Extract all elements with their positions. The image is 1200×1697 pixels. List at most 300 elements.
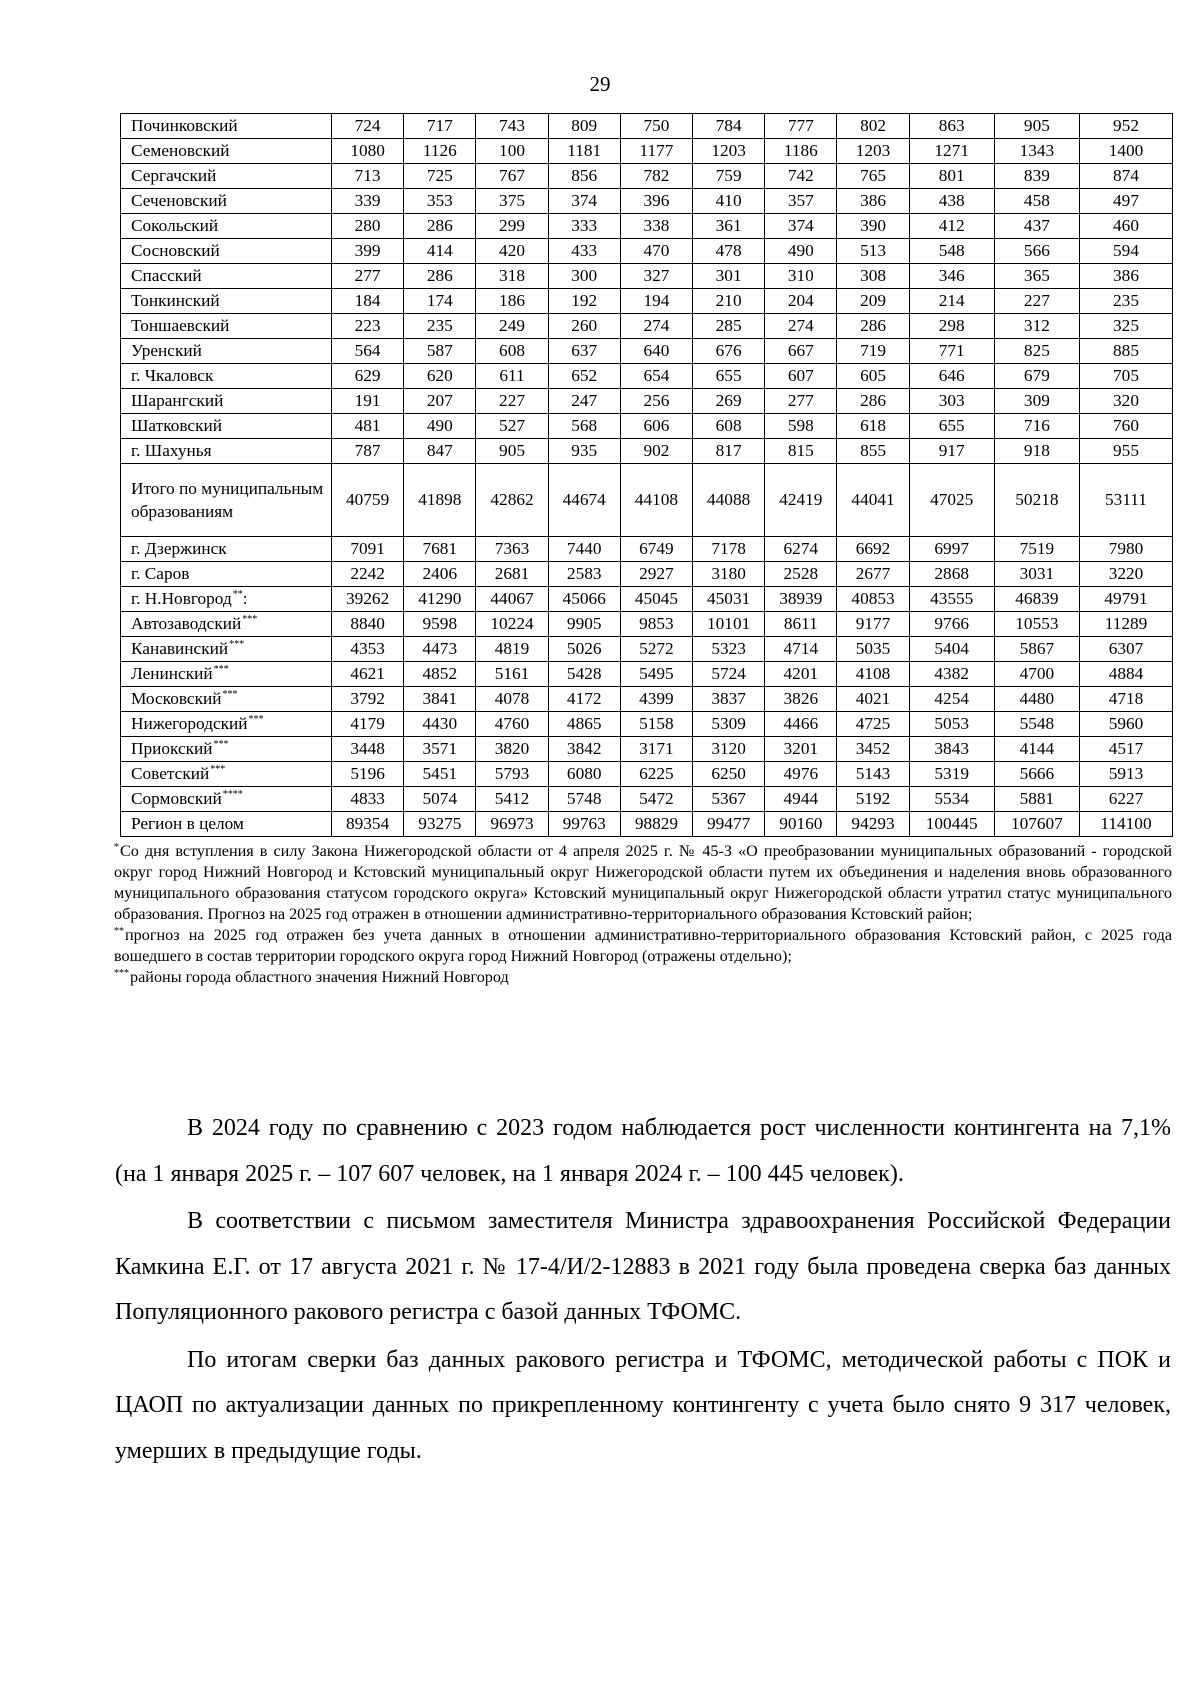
table-cell: 99763 [548,812,620,837]
footnote-mark: *** [210,764,226,775]
table-cell: 223 [332,314,404,339]
table-cell: 49791 [1080,587,1173,612]
table-cell: 4108 [837,662,909,687]
table-cell: 6749 [620,537,692,562]
row-label [121,439,332,464]
row-label-text: Тоншаевский [131,316,230,335]
table-cell: 490 [765,239,837,264]
table-cell: 320 [1080,389,1173,414]
footnote-mark: *** [213,739,229,750]
row-label-text: Уренский [131,341,202,360]
table-cell: 5272 [620,637,692,662]
table-cell: 4884 [1080,662,1173,687]
table-cell: 247 [548,389,620,414]
table-cell: 725 [404,164,476,189]
table-cell: 652 [548,364,620,389]
table-cell: 3171 [620,737,692,762]
table-cell: 470 [620,239,692,264]
row-label-text: Приокский [131,739,213,758]
table-cell: 46839 [994,587,1079,612]
table-cell: 38939 [765,587,837,612]
table-cell: 568 [548,414,620,439]
table-cell: 99477 [693,812,765,837]
table-cell: 256 [620,389,692,414]
table-row [121,314,1173,339]
table-cell: 42862 [476,464,548,537]
table-cell: 787 [332,439,404,464]
footnote-mark: *** [222,689,238,700]
table-cell: 437 [994,214,1079,239]
table-cell: 1186 [765,139,837,164]
table-cell: 4621 [332,662,404,687]
table-cell: 209 [837,289,909,314]
table-cell: 1271 [909,139,994,164]
table-cell: 299 [476,214,548,239]
table-cell: 5495 [620,662,692,687]
table-cell: 4144 [994,737,1079,762]
table-cell: 174 [404,289,476,314]
table-cell: 6274 [765,537,837,562]
table-cell: 40759 [332,464,404,537]
table-cell: 7681 [404,537,476,562]
table-cell: 724 [332,114,404,139]
table-cell: 2681 [476,562,548,587]
row-label [121,712,332,737]
table-cell: 606 [620,414,692,439]
row-label [121,239,332,264]
table-cell: 5035 [837,637,909,662]
table-cell: 5666 [994,762,1079,787]
table-cell: 43555 [909,587,994,612]
table-cell: 396 [620,189,692,214]
table-cell: 802 [837,114,909,139]
table-cell: 5881 [994,787,1079,812]
table-cell: 4473 [404,637,476,662]
table-cell: 191 [332,389,404,414]
table-cell: 4714 [765,637,837,662]
table-cell: 338 [620,214,692,239]
table-row [121,464,1173,537]
table-cell: 4201 [765,662,837,687]
table-cell: 4399 [620,687,692,712]
table-cell: 7980 [1080,537,1173,562]
table-cell: 357 [765,189,837,214]
table-cell: 784 [693,114,765,139]
table-cell: 2242 [332,562,404,587]
table-cell: 5026 [548,637,620,662]
table-cell: 1343 [994,139,1079,164]
table-cell: 6307 [1080,637,1173,662]
table-cell: 375 [476,189,548,214]
table-cell: 3448 [332,737,404,762]
row-label-text: Сосновский [131,241,220,260]
footnote-mark: ** [232,589,243,600]
table-cell: 874 [1080,164,1173,189]
table-cell: 5367 [693,787,765,812]
row-label [121,562,332,587]
table-cell: 6997 [909,537,994,562]
table-cell: 4819 [476,637,548,662]
table-cell: 412 [909,214,994,239]
table-cell: 3201 [765,737,837,762]
table-cell: 5192 [837,787,909,812]
table-row [121,339,1173,364]
table-cell: 3452 [837,737,909,762]
table-cell: 374 [548,189,620,214]
table-cell: 93275 [404,812,476,837]
table-cell: 5319 [909,762,994,787]
table-cell: 637 [548,339,620,364]
table-cell: 817 [693,439,765,464]
table-cell: 41290 [404,587,476,612]
table-cell: 5428 [548,662,620,687]
table-cell: 629 [332,364,404,389]
table-cell: 4725 [837,712,909,737]
table-cell: 286 [404,264,476,289]
table-cell: 361 [693,214,765,239]
table-cell: 5960 [1080,712,1173,737]
table-cell: 41898 [404,464,476,537]
footnote-mark: *** [114,968,129,979]
table-cell: 90160 [765,812,837,837]
footnote [114,967,1172,988]
table-row [121,189,1173,214]
row-label [121,214,332,239]
table-cell: 286 [404,214,476,239]
table-cell: 47025 [909,464,994,537]
table-cell: 274 [765,314,837,339]
table-cell: 3843 [909,737,994,762]
table-cell: 214 [909,289,994,314]
row-label-text: г. Дзержинск [131,539,227,558]
footnote-mark: *** [229,639,245,650]
table-cell: 204 [765,289,837,314]
table-cell: 605 [837,364,909,389]
table-cell: 5472 [620,787,692,812]
table-cell: 365 [994,264,1079,289]
table-cell: 952 [1080,114,1173,139]
table-cell: 9177 [837,612,909,637]
table-cell: 4466 [765,712,837,737]
table-cell: 374 [765,214,837,239]
table-cell: 618 [837,414,909,439]
row-label-text: Починковский [131,116,238,135]
row-label [121,139,332,164]
table-cell: 4382 [909,662,994,687]
table-cell: 7178 [693,537,765,562]
table-cell: 490 [404,414,476,439]
table-cell: 4179 [332,712,404,737]
row-label [121,587,332,612]
table-cell: 308 [837,264,909,289]
table-cell: 760 [1080,414,1173,439]
table-cell: 438 [909,189,994,214]
table-cell: 227 [994,289,1079,314]
table-cell: 655 [909,414,994,439]
table-cell: 9853 [620,612,692,637]
row-label [121,737,332,762]
table-cell: 386 [837,189,909,214]
table-cell: 390 [837,214,909,239]
table-cell: 3031 [994,562,1079,587]
table-cell: 620 [404,364,476,389]
table-cell: 420 [476,239,548,264]
table-cell: 594 [1080,239,1173,264]
row-label-text: Сормовский [131,789,222,808]
table-cell: 5451 [404,762,476,787]
table-cell: 4944 [765,787,837,812]
table-cell: 235 [404,314,476,339]
table-cell: 667 [765,339,837,364]
table-cell: 5309 [693,712,765,737]
footnote-mark: * [114,842,119,853]
paragraph: В соответствии с письмом заместителя Министра здравоохранения Российской Федерации Камкина Е.Г. от 17 августа 2021 г. № 17-4/И/2-12883 в 2021 году была проведена сверка баз данных Популяционного ракового регистра с базой данных ТФОМС. [115,1208,1171,1325]
table-cell: 44674 [548,464,620,537]
row-label-text: Сеченовский [131,191,227,210]
table-cell: 7091 [332,537,404,562]
table-cell: 742 [765,164,837,189]
table-cell: 2927 [620,562,692,587]
table-cell: 458 [994,189,1079,214]
table-cell: 4430 [404,712,476,737]
footnote-text: прогноз на 2025 год отражен без учета данных в отношении административно-территориального образования Кстовский район, с 2025 года вошедшего в состав территории городского округа город Нижний Новгород (отражены отдельно); [114,926,1172,965]
row-label-text: Шарангский [131,391,224,410]
table-cell: 716 [994,414,1079,439]
table-cell: 654 [620,364,692,389]
table-cell: 4078 [476,687,548,712]
row-label [121,414,332,439]
table-cell: 3180 [693,562,765,587]
table-cell: 235 [1080,289,1173,314]
row-label [121,787,332,812]
table-row [121,364,1173,389]
row-label [121,612,332,637]
table-cell: 3220 [1080,562,1173,587]
table-cell: 414 [404,239,476,264]
table-cell: 94293 [837,812,909,837]
table-cell: 5724 [693,662,765,687]
table-cell: 11289 [1080,612,1173,637]
footnote-mark: *** [242,614,258,625]
table-cell: 5867 [994,637,1079,662]
table-cell: 4021 [837,687,909,712]
table-cell: 194 [620,289,692,314]
table-cell: 497 [1080,189,1173,214]
table-cell: 39262 [332,587,404,612]
table-cell: 5161 [476,662,548,687]
table-row [121,264,1173,289]
table-cell: 89354 [332,812,404,837]
footnote-mark: ** [114,926,124,937]
row-label [121,114,332,139]
table-cell: 3837 [693,687,765,712]
table-cell: 856 [548,164,620,189]
table-cell: 42419 [765,464,837,537]
table-cell: 280 [332,214,404,239]
footnote-text: Со дня вступления в силу Закона Нижегородской области от 4 апреля 2025 г. № 45-З «О преобразовании муниципальных образований - городской округ город Нижний Новгород и Кстовский муниципальный округ Нижегородской области путем их объединения и наделения вновь образованного муниципального образования статусом городского округа» Кстовский муниципальный округ Нижегородской области утратил статус муниципального образования. Прогноз на 2025 год отражен в отношении административно-территориального образования Кстовский район; [114,842,1172,923]
table-row [121,737,1173,762]
table-cell: 4254 [909,687,994,712]
table-cell: 478 [693,239,765,264]
table-cell: 1400 [1080,139,1173,164]
table-cell: 40853 [837,587,909,612]
table-cell: 905 [476,439,548,464]
table-cell: 300 [548,264,620,289]
row-label [121,687,332,712]
table-cell: 100 [476,139,548,164]
table-row [121,414,1173,439]
row-label-text: г. Н.Новгород [131,589,232,608]
paragraph: По итогам сверки баз данных ракового регистра и ТФОМС, методической работы с ПОК и ЦАОП по актуализации данных по прикрепленному контингенту с учета было снято 9 317 человек, умерших в предыдущие годы. [115,1346,1171,1464]
footnotes [114,841,1172,988]
table-cell: 3841 [404,687,476,712]
table-row [121,762,1173,787]
table-cell: 3820 [476,737,548,762]
table-cell: 607 [765,364,837,389]
table-cell: 825 [994,339,1079,364]
footnote-mark: *** [248,714,264,725]
row-label-text: Итого по муниципальным образованиям [131,479,324,521]
page-number: 29 [589,72,611,96]
table-cell: 301 [693,264,765,289]
table-cell: 801 [909,164,994,189]
row-label-text: Сергачский [131,166,217,185]
table-cell: 5412 [476,787,548,812]
table-cell: 227 [476,389,548,414]
table-cell: 4865 [548,712,620,737]
row-label-text: Автозаводский [131,614,242,633]
table-cell: 286 [837,314,909,339]
table-cell: 771 [909,339,994,364]
table-cell: 44067 [476,587,548,612]
table-cell: 5053 [909,712,994,737]
table-cell: 274 [620,314,692,339]
table-cell: 564 [332,339,404,364]
table-cell: 598 [765,414,837,439]
table-row [121,289,1173,314]
table-cell: 100445 [909,812,994,837]
table-cell: 325 [1080,314,1173,339]
table-cell: 192 [548,289,620,314]
table-cell: 885 [1080,339,1173,364]
row-label-text: Регион в целом [131,814,244,833]
table-cell: 1177 [620,139,692,164]
table-row [121,812,1173,837]
table-cell: 917 [909,439,994,464]
table-cell: 902 [620,439,692,464]
table-cell: 312 [994,314,1079,339]
table-cell: 50218 [994,464,1079,537]
table-cell: 2868 [909,562,994,587]
table-cell: 676 [693,339,765,364]
footnote [114,841,1172,925]
table-cell: 44041 [837,464,909,537]
table-cell: 249 [476,314,548,339]
table-cell: 2583 [548,562,620,587]
row-label [121,662,332,687]
table-cell: 3120 [693,737,765,762]
row-label-text: г. Саров [131,564,190,583]
table-row [121,239,1173,264]
table-cell: 717 [404,114,476,139]
table-row [121,612,1173,637]
table-cell: 7519 [994,537,1079,562]
table-cell: 2528 [765,562,837,587]
row-label [121,812,332,837]
table-cell: 527 [476,414,548,439]
table-cell: 765 [837,164,909,189]
table-cell: 460 [1080,214,1173,239]
table-row [121,562,1173,587]
table-cell: 260 [548,314,620,339]
table-cell: 2406 [404,562,476,587]
table-cell: 5534 [909,787,994,812]
table-cell: 6692 [837,537,909,562]
table-cell: 346 [909,264,994,289]
table-cell: 1203 [837,139,909,164]
table-cell: 608 [693,414,765,439]
row-label-text: Шатковский [131,416,222,435]
table-cell: 44108 [620,464,692,537]
table-cell: 855 [837,439,909,464]
table-cell: 53111 [1080,464,1173,537]
footnote-text: районы города областного значения Нижний Новгород [130,968,509,986]
table-cell: 548 [909,239,994,264]
table-cell: 399 [332,239,404,264]
table-cell: 1181 [548,139,620,164]
table-cell: 184 [332,289,404,314]
row-label [121,314,332,339]
table-cell: 1203 [693,139,765,164]
table-cell: 5196 [332,762,404,787]
table-row [121,214,1173,239]
table-cell: 4833 [332,787,404,812]
table-cell: 7363 [476,537,548,562]
table-cell: 1080 [332,139,404,164]
table-row [121,787,1173,812]
table-cell: 433 [548,239,620,264]
table-cell: 277 [765,389,837,414]
table-cell: 410 [693,189,765,214]
table-cell: 955 [1080,439,1173,464]
table-cell: 863 [909,114,994,139]
row-label [121,364,332,389]
table-cell: 847 [404,439,476,464]
table-row [121,712,1173,737]
table-row [121,637,1173,662]
row-label [121,289,332,314]
row-label [121,637,332,662]
table-row [121,587,1173,612]
table-cell: 777 [765,114,837,139]
table-cell: 298 [909,314,994,339]
row-label-text: Сокольский [131,216,219,235]
table-cell: 4760 [476,712,548,737]
table-cell: 640 [620,339,692,364]
table-cell: 4852 [404,662,476,687]
row-label-text: Ленинский [131,664,213,683]
table-row [121,687,1173,712]
row-label-text: Семеновский [131,141,230,160]
table-cell: 587 [404,339,476,364]
table-cell: 186 [476,289,548,314]
footnote [114,925,1172,967]
table-cell: 646 [909,364,994,389]
table-cell: 45066 [548,587,620,612]
table-row [121,389,1173,414]
footnote-mark: **** [222,789,243,800]
table-cell: 4480 [994,687,1079,712]
